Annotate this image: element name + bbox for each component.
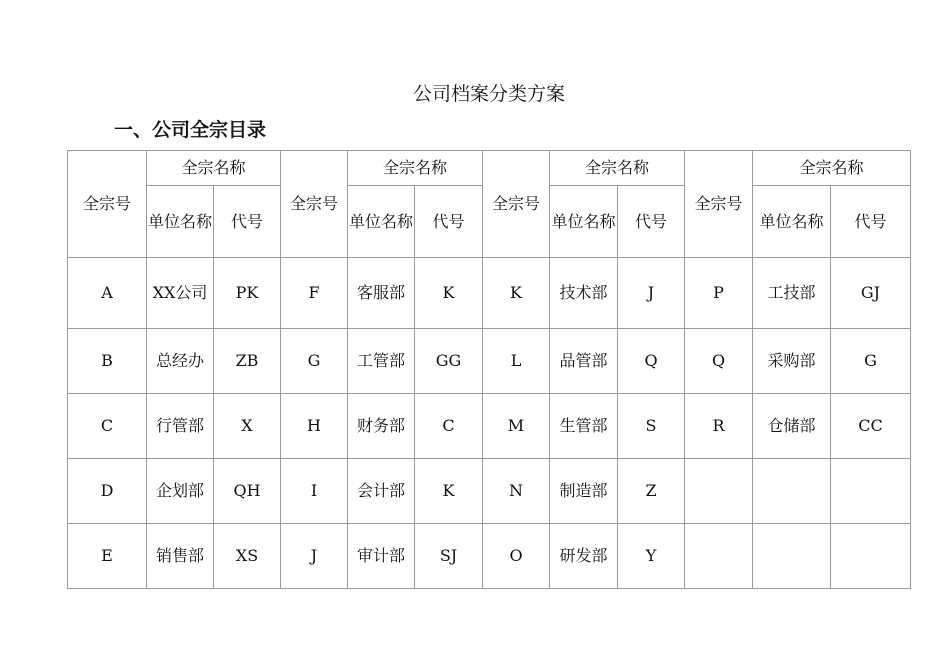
header-code: 代号	[415, 186, 483, 258]
fonds-no-cell: C	[68, 394, 147, 459]
unit-name-cell: 企划部	[147, 459, 214, 524]
fonds-no-cell: H	[281, 394, 348, 459]
header-code: 代号	[618, 186, 685, 258]
header-unit-name: 单位名称	[550, 186, 618, 258]
header-fonds-name: 全宗名称	[550, 151, 685, 186]
unit-name-cell: 生管部	[550, 394, 618, 459]
code-cell: QH	[214, 459, 281, 524]
fonds-no-cell	[685, 524, 753, 589]
table-row	[68, 329, 911, 394]
code-cell	[831, 524, 911, 589]
code-cell: K	[415, 459, 483, 524]
code-cell: GJ	[831, 258, 911, 329]
header-code: 代号	[831, 186, 911, 258]
fonds-no-cell: K	[483, 258, 550, 329]
fonds-directory-table	[67, 150, 911, 589]
section-heading: 一、公司全宗目录	[114, 119, 267, 141]
fonds-no-cell: A	[68, 258, 147, 329]
fonds-no-cell	[685, 459, 753, 524]
code-cell: J	[618, 258, 685, 329]
code-cell: C	[415, 394, 483, 459]
fonds-no-cell: Q	[685, 329, 753, 394]
table-row	[68, 459, 911, 524]
unit-name-cell: 仓储部	[753, 394, 831, 459]
code-cell: Y	[618, 524, 685, 589]
unit-name-cell: 销售部	[147, 524, 214, 589]
code-cell: S	[618, 394, 685, 459]
unit-name-cell: 工管部	[348, 329, 415, 394]
fonds-no-cell: R	[685, 394, 753, 459]
fonds-no-cell: J	[281, 524, 348, 589]
header-unit-name: 单位名称	[147, 186, 214, 258]
fonds-no-cell: M	[483, 394, 550, 459]
unit-name-cell: 行管部	[147, 394, 214, 459]
code-cell: SJ	[415, 524, 483, 589]
header-fonds-no: 全宗号	[685, 151, 753, 258]
document-title: 公司档案分类方案	[412, 83, 565, 105]
fonds-no-cell: P	[685, 258, 753, 329]
code-cell	[831, 459, 911, 524]
unit-name-cell: 采购部	[753, 329, 831, 394]
unit-name-cell: 客服部	[348, 258, 415, 329]
code-cell: X	[214, 394, 281, 459]
header-fonds-no: 全宗号	[281, 151, 348, 258]
header-fonds-name: 全宗名称	[753, 151, 911, 186]
unit-name-cell: 工技部	[753, 258, 831, 329]
unit-name-cell: 财务部	[348, 394, 415, 459]
header-fonds-name: 全宗名称	[147, 151, 281, 186]
unit-name-cell: 研发部	[550, 524, 618, 589]
fonds-no-cell: I	[281, 459, 348, 524]
fonds-no-cell: F	[281, 258, 348, 329]
unit-name-cell: 会计部	[348, 459, 415, 524]
table-row	[68, 258, 911, 329]
unit-name-cell: 品管部	[550, 329, 618, 394]
unit-name-cell: 制造部	[550, 459, 618, 524]
header-unit-name: 单位名称	[753, 186, 831, 258]
header-row-1	[68, 151, 911, 186]
header-fonds-no: 全宗号	[483, 151, 550, 258]
table-row	[68, 394, 911, 459]
code-cell: PK	[214, 258, 281, 329]
table-row	[68, 524, 911, 589]
header-fonds-no: 全宗号	[68, 151, 147, 258]
code-cell: XS	[214, 524, 281, 589]
code-cell: GG	[415, 329, 483, 394]
fonds-no-cell: G	[281, 329, 348, 394]
unit-name-cell: XX公司	[147, 258, 214, 329]
unit-name-cell: 审计部	[348, 524, 415, 589]
fonds-no-cell: L	[483, 329, 550, 394]
fonds-no-cell: E	[68, 524, 147, 589]
fonds-no-cell: N	[483, 459, 550, 524]
unit-name-cell: 技术部	[550, 258, 618, 329]
code-cell: CC	[831, 394, 911, 459]
unit-name-cell	[753, 459, 831, 524]
code-cell: K	[415, 258, 483, 329]
header-fonds-name: 全宗名称	[348, 151, 483, 186]
fonds-no-cell: O	[483, 524, 550, 589]
unit-name-cell	[753, 524, 831, 589]
code-cell: Q	[618, 329, 685, 394]
code-cell: Z	[618, 459, 685, 524]
unit-name-cell: 总经办	[147, 329, 214, 394]
code-cell: ZB	[214, 329, 281, 394]
fonds-no-cell: D	[68, 459, 147, 524]
code-cell: G	[831, 329, 911, 394]
fonds-no-cell: B	[68, 329, 147, 394]
header-unit-name: 单位名称	[348, 186, 415, 258]
header-code: 代号	[214, 186, 281, 258]
